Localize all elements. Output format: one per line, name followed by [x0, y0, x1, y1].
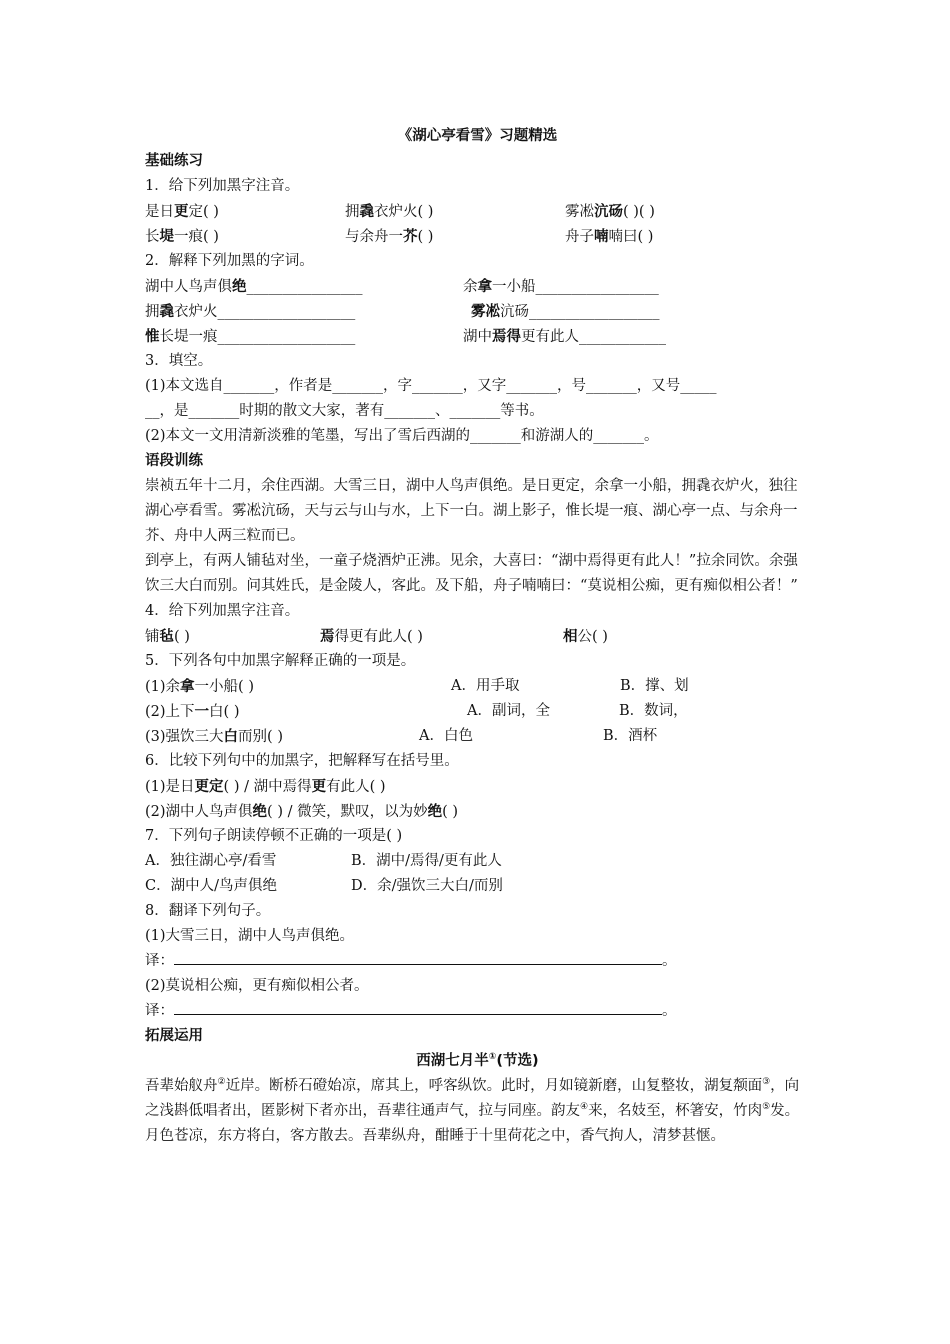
- q1-item: 与余舟一芥( ): [345, 228, 434, 245]
- q8-stem: 8．翻译下列句子。: [145, 903, 271, 919]
- extend-subtitle: 西湖七月半①(节选): [416, 1052, 539, 1069]
- q5-option-a: A．白色: [419, 728, 473, 744]
- passage-paragraph-2: 到亭上，有两人铺毡对坐，一童子烧酒炉正沸。见余，大喜曰：“湖中焉得更有此人！”拉余同饮。余强饮三大白而别。问其姓氏，是金陵人，客此。及下船，舟子喃喃曰：“莫说相公痴，更有痴似相公者！”: [145, 553, 798, 594]
- q6-stem: 6．比较下列句中的加黑字，把解释写在括号里。: [145, 753, 459, 769]
- q4-item: 焉得更有此人( ): [320, 628, 423, 645]
- q4-item: 铺毡( ): [145, 628, 190, 645]
- q7-row-1: [145, 849, 810, 874]
- q2-row-3: [145, 324, 810, 349]
- q5-row-1: [145, 674, 810, 699]
- q1-row-1: [145, 199, 810, 224]
- worksheet: [145, 124, 810, 1149]
- q2-item: 雾凇沆砀__________________: [471, 303, 660, 320]
- section-passage: 语段训练: [145, 453, 203, 469]
- q7-stem: 7．下列句子朗读停顿不正确的一项是( ): [145, 828, 403, 844]
- q5-option-a: A．用手取: [451, 678, 520, 694]
- q8-sentence-2: (2)莫说相公痴，更有痴似相公者。: [145, 978, 369, 994]
- q6-row-2: (2)湖中人鸟声俱绝( ) / 微笑，默叹，以为妙绝( ): [145, 803, 459, 820]
- q5-option-b: B．撑、划: [620, 678, 689, 694]
- q6-row-1: (1)是日更定( ) / 湖中焉得更有此人( ): [145, 778, 386, 795]
- q3-line-1: (1)本文选自_______，作者是_______，字_______，又字_______，号_______，又号_____: [145, 378, 717, 394]
- q1-item: 是日更定( ): [145, 203, 219, 220]
- q7-option-d: D．余/强饮三大白/而别: [351, 878, 503, 894]
- q2-row-2: [145, 299, 810, 324]
- answer-blank: [174, 1000, 662, 1015]
- q7-row-2: [145, 874, 810, 899]
- q2-item: 惟长堤一痕___________________: [145, 328, 356, 345]
- q3-stem: 3．填空。: [145, 353, 213, 369]
- q7-option-c: C．湖中人/鸟声俱绝: [145, 878, 277, 894]
- q7-option-b: B．湖中/焉得/更有此人: [351, 853, 502, 869]
- q1-item: 拥毳衣炉火( ): [345, 203, 434, 220]
- q5-row-3: [145, 724, 810, 749]
- q2-stem: 2．解释下列加黑的字词。: [145, 253, 314, 269]
- q4-row: [145, 624, 810, 649]
- q1-item: 雾凇沆砀( )( ): [565, 203, 655, 220]
- page-title: 《湖心亭看雪》习题精选: [397, 128, 558, 144]
- q5-option-a: A．副词，全: [467, 703, 550, 719]
- q8-answer-2: 译： 。: [145, 999, 810, 1024]
- q4-item: 相公( ): [563, 628, 608, 645]
- q8-sentence-1: (1)大雪三日，湖中人鸟声俱绝。: [145, 928, 355, 944]
- q2-item: 余拿一小船_________________: [463, 278, 659, 295]
- q4-stem: 4．给下列加黑字注音。: [145, 603, 300, 619]
- q1-row-2: [145, 224, 810, 249]
- q1-item: 长堤一痕( ): [145, 228, 219, 245]
- answer-blank: [174, 950, 662, 965]
- q2-row-1: [145, 274, 810, 299]
- q7-option-a: A．独往湖心亭/看雪: [145, 853, 277, 869]
- q5-sentence: (2)上下一白( ): [145, 703, 240, 720]
- section-extend: 拓展运用: [145, 1028, 203, 1044]
- q3-line-3: (2)本文一文用清新淡雅的笔墨，写出了雪后西湖的_______和游湖人的_______。: [145, 428, 659, 444]
- q3-line-2: __，是_______时期的散文大家，著有_______、_______等书。: [145, 403, 544, 419]
- q5-sentence: (3)强饮三大白而别( ): [145, 728, 283, 745]
- q1-stem: 1．给下列加黑字注音。: [145, 178, 300, 194]
- q5-option-b: B．酒杯: [603, 728, 658, 744]
- q2-item: 拥毳衣炉火___________________: [145, 303, 356, 320]
- q5-row-2: [145, 699, 810, 724]
- q2-item: 湖中焉得更有此人____________: [463, 328, 666, 345]
- q2-item: 湖中人鸟声俱绝________________: [145, 278, 363, 295]
- q5-stem: 5．下列各句中加黑字解释正确的一项是。: [145, 653, 416, 669]
- passage-paragraph-1: 崇祯五年十二月，余住西湖。大雪三日，湖中人鸟声俱绝。是日更定，余拿一小船，拥毳衣炉火，独往湖心亭看雪。雾凇沆砀，天与云与山与水，上下一白。湖上影子，惟长堤一痕、湖心亭一点、与余舟一芥、舟中人两三粒而已。: [145, 478, 798, 544]
- q8-answer-1: 译： 。: [145, 949, 810, 974]
- extend-paragraph: 吾辈始舣舟②近岸。断桥石磴始凉，席其上，呼客纵饮。此时，月如镜新磨，山复整妆，湖复颒面③，向之浅斟低唱者出，匿影树下者亦出，吾辈往通声气，拉与同座。韵友④来，名妓至，杯箸安，竹肉⑤发。月色苍凉，东方将白，客方散去。吾辈纵舟，酣睡于十里荷花之中，香气拘人，清梦甚惬。: [145, 1077, 800, 1144]
- q1-item: 舟子喃喃曰( ): [565, 228, 654, 245]
- section-basic: 基础练习: [145, 153, 203, 169]
- q5-sentence: (1)余拿一小船( ): [145, 678, 254, 695]
- q5-option-b: B．数词，: [619, 703, 688, 719]
